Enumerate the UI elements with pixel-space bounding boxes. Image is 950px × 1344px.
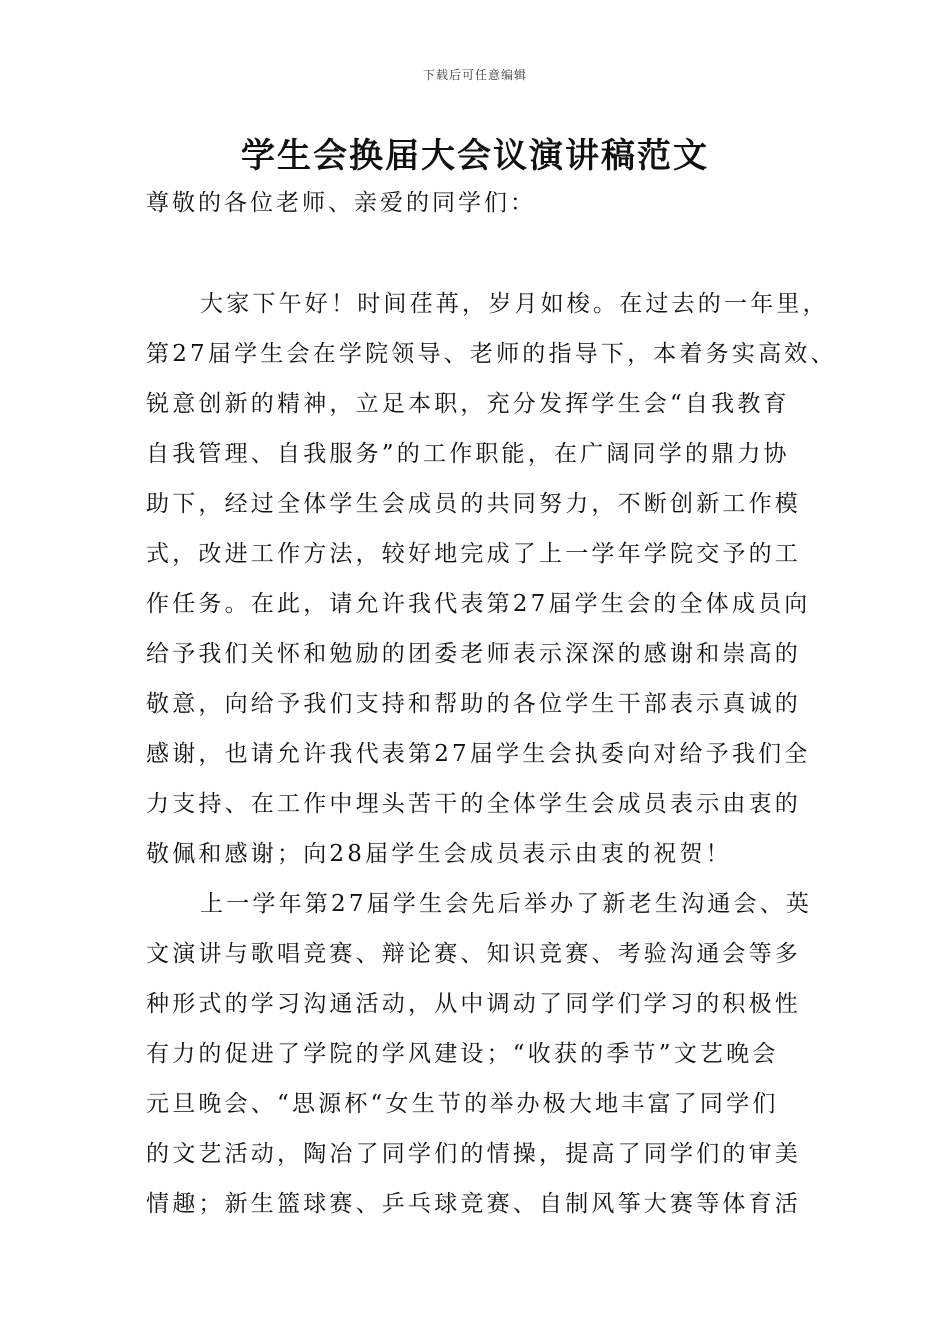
paragraph-line: 感谢，也请允许我代表第27届学生会执委向对给予我们全 [146, 741, 811, 767]
salutation: 尊敬的各位老师、亲爱的同学们： [146, 190, 536, 216]
paragraph-line: 自我管理、自我服务”的工作职能，在广阔同学的鼎力协 [146, 441, 790, 467]
paragraph-line: 式，改进工作方法，较好地完成了上一学年学院交予的工 [146, 541, 801, 567]
paragraph-line: 助下，经过全体学生会成员的共同努力，不断创新工作模 [146, 491, 801, 517]
paragraph-line: 给予我们关怀和勉励的团委老师表示深深的感谢和崇高的 [146, 641, 801, 667]
paragraph-line: 有力的促进了学院的学风建设；“收获的季节”文艺晚会 [146, 1041, 779, 1067]
document-title: 学生会换届大会议演讲稿范文 [241, 136, 709, 176]
paragraph-line: 敬佩和感谢；向28届学生会成员表示由衷的祝贺！ [146, 841, 732, 867]
paragraph-line: 作任务。在此，请允许我代表第27届学生会的全体成员向 [146, 591, 811, 617]
paragraph-line: 上一学年第27届学生会先后举办了新老生沟通会、英 [200, 891, 813, 917]
paragraph-line: 大家下午好！时间荏苒，岁月如梭。在过去的一年里， [200, 291, 829, 317]
paragraph-line: 的文艺活动，陶冶了同学们的情操，提高了同学们的审美 [146, 1141, 801, 1167]
paragraph-line: 文演讲与歌唱竞赛、辩论赛、知识竞赛、考验沟通会等多 [146, 941, 801, 967]
paragraph-line: 元旦晚会、“思源杯“女生节的举办极大地丰富了同学们 [146, 1091, 779, 1117]
paragraph-line: 锐意创新的精神，立足本职，充分发挥学生会“自我教育 [146, 391, 790, 417]
paragraph-line: 力支持、在工作中埋头苦干的全体学生会成员表示由衷的 [146, 791, 801, 817]
paragraph-line: 种形式的学习沟通活动，从中调动了同学们学习的积极性 [146, 991, 801, 1017]
paragraph-line: 敬意，向给予我们支持和帮助的各位学生干部表示真诚的 [146, 691, 801, 717]
body-text [146, 279, 837, 1229]
paragraph-line: 情趣；新生篮球赛、乒乓球竞赛、自制风筝大赛等体育活 [146, 1191, 801, 1217]
paragraph-line: 第27届学生会在学院领导、老师的指导下，本着务实高效、 [146, 341, 837, 367]
header-note: 下载后可任意编辑 [422, 68, 527, 82]
